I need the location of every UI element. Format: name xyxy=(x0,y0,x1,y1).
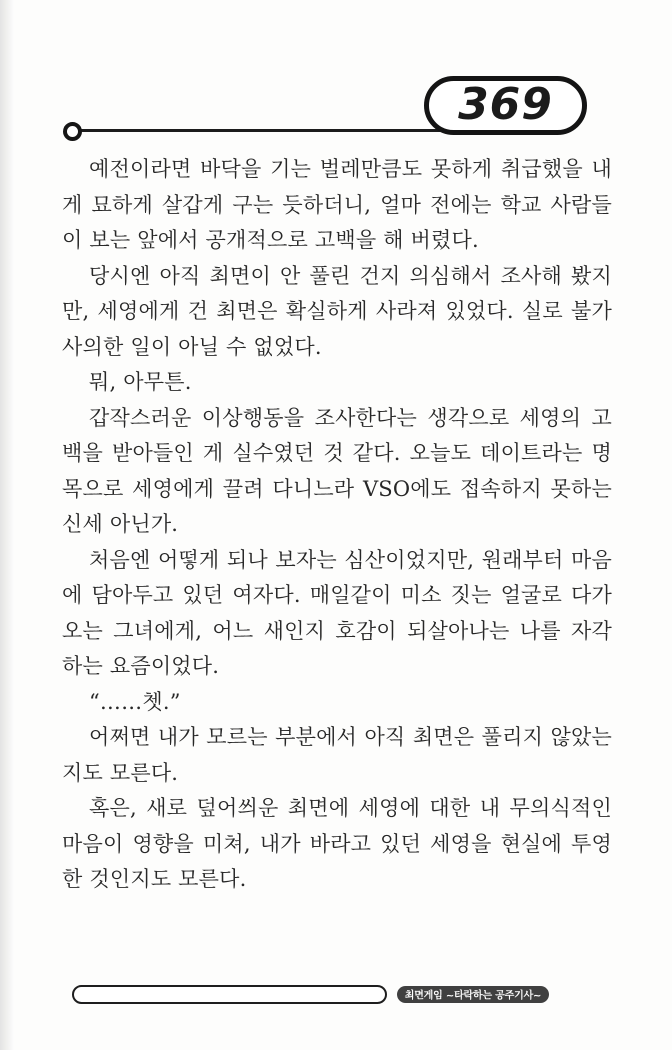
scan-edge-shadow xyxy=(0,0,14,1050)
text-line: 목으로 세영에게 끌려 다니느라 VSO에도 접속하지 못하는 xyxy=(62,476,612,501)
page-number-badge xyxy=(424,76,587,135)
text-line: 마음이 영향을 미쳐, 내가 바라고 있던 세영을 현실에 투영 xyxy=(62,831,612,856)
text-line: “……쳇.” xyxy=(89,689,181,714)
text-line: 오는 그녀에게, 어느 새인지 호감이 되살아나는 나를 자각 xyxy=(62,618,612,643)
text-line: 혹은, 새로 덮어씌운 최면에 세영에 대한 내 무의식적인 xyxy=(89,796,612,820)
series-title: 최면게임 ~타락하는 공주기사~ xyxy=(404,990,542,1002)
body-text xyxy=(62,152,612,898)
text-line: 예전이라면 바닥을 기는 벌레만큼도 못하게 취급했을 내 xyxy=(89,157,612,181)
text-line: 신세 아닌가. xyxy=(62,512,179,536)
text-line: 지도 모른다. xyxy=(62,760,179,785)
text-line: 처음엔 어떻게 되나 보자는 심산이었지만, 원래부터 마음 xyxy=(89,547,612,572)
series-title-badge xyxy=(397,986,549,1003)
text-line: 만, 세영에게 건 최면은 확실하게 사라져 있었다. 실로 불가 xyxy=(62,299,612,323)
text-line: 갑작스러운 이상행동을 조사한다는 생각으로 세영의 고 xyxy=(89,405,612,430)
text-line: 사의한 일이 아닐 수 없었다. xyxy=(62,334,322,359)
footer-rule-box xyxy=(72,985,387,1004)
text-line: 당시엔 아직 최면이 안 풀린 건지 의심해서 조사해 봤지 xyxy=(89,263,612,288)
text-line: 어쩌면 내가 모르는 부분에서 아직 최면은 풀리지 않았는 xyxy=(89,725,612,749)
text-line: 게 묘하게 살갑게 구는 듯하더니, 얼마 전에는 학교 사람들 xyxy=(62,192,612,217)
text-line: 뭐, 아무튼. xyxy=(89,370,192,394)
text-line: 에 담아두고 있던 여자다. 매일같이 미소 짓는 얼굴로 다가 xyxy=(62,583,612,607)
page-number: 369 xyxy=(458,79,553,130)
header-ring-ornament xyxy=(63,122,82,141)
text-line: 백을 받아들인 게 실수였던 것 같다. 오늘도 데이트라는 명 xyxy=(62,441,612,465)
text-line: 이 보는 앞에서 공개적으로 고백을 해 버렸다. xyxy=(62,228,479,252)
text-line: 하는 요즘이었다. xyxy=(62,654,220,678)
text-line: 한 것인지도 모른다. xyxy=(62,867,247,891)
